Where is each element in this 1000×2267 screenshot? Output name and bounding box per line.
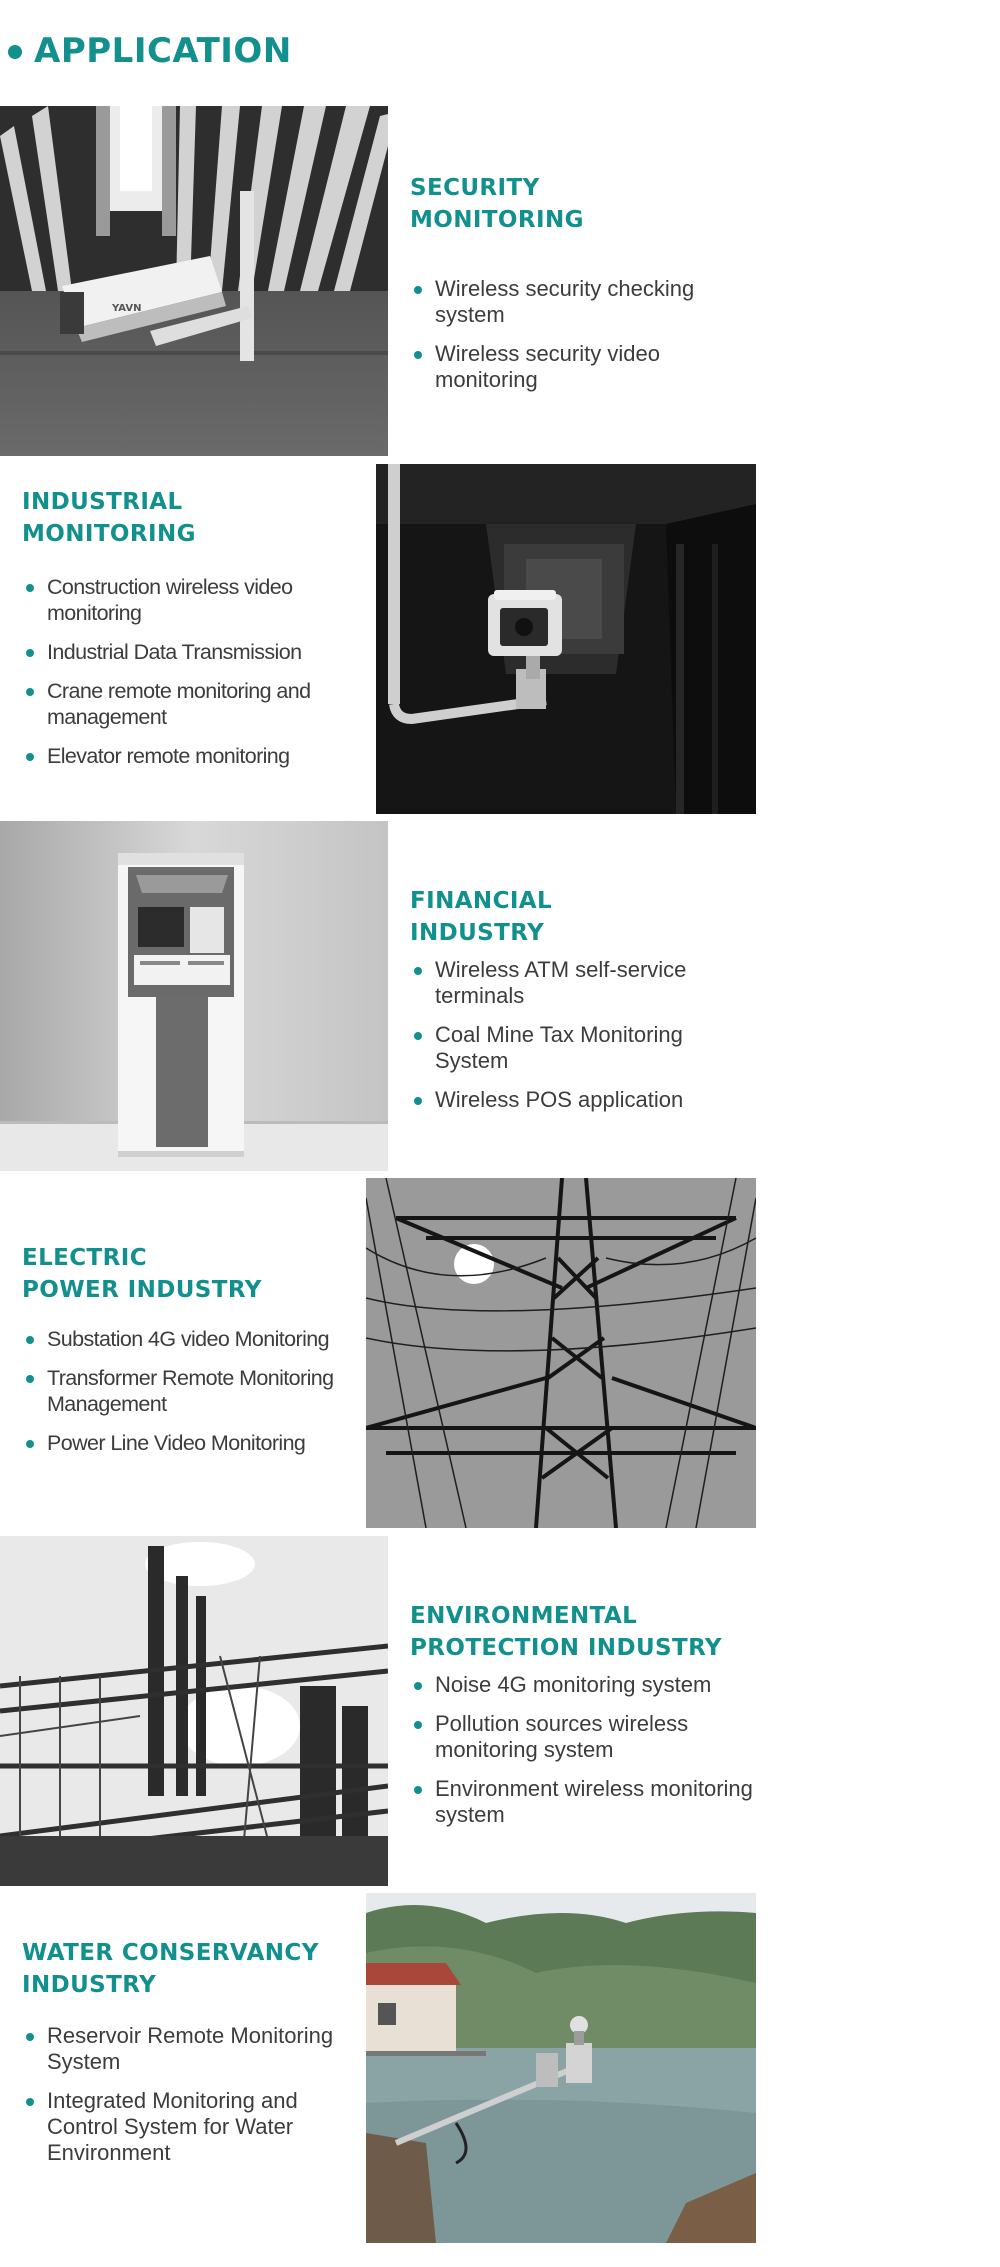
bullet-list xyxy=(410,957,750,1113)
section-title: WATER CONSERVANCY INDUSTRY xyxy=(22,1940,319,1998)
steel-plant-photo xyxy=(0,1536,388,1886)
heading-bullet-icon xyxy=(8,45,22,59)
section-industrial-monitoring xyxy=(0,464,1000,814)
list-item: Crane remote monitoring and management xyxy=(22,678,352,730)
page-heading xyxy=(8,26,292,76)
list-item: Elevator remote monitoring xyxy=(22,743,352,769)
bullet-list xyxy=(410,276,750,393)
bullet-list xyxy=(410,1672,760,1828)
section-financial-industry xyxy=(0,821,1000,1171)
bullet-list xyxy=(22,574,352,769)
power-tower-photo xyxy=(366,1178,756,1528)
list-item: Wireless security video monitoring xyxy=(410,341,750,393)
list-item: Noise 4G monitoring system xyxy=(410,1672,760,1698)
section-water-conservancy xyxy=(0,1893,1000,2243)
security-camera-photo xyxy=(0,106,388,456)
financial-content xyxy=(410,885,750,1126)
bullet-list xyxy=(22,1326,362,1456)
environmental-content xyxy=(410,1600,760,1841)
industrial-content xyxy=(22,486,352,782)
list-item: Wireless POS application xyxy=(410,1087,750,1113)
section-title: INDUSTRIAL MONITORING xyxy=(22,489,196,547)
list-item: Substation 4G video Monitoring xyxy=(22,1326,362,1352)
section-environmental-protection xyxy=(0,1536,1000,1886)
svg-text:YAVN: YAVN xyxy=(112,303,142,314)
list-item: Wireless ATM self-service terminals xyxy=(410,957,750,1009)
list-item: Wireless security checking system xyxy=(410,276,750,328)
list-item: Transformer Remote Monitoring Management xyxy=(22,1365,362,1417)
atm-kiosk-photo xyxy=(0,821,388,1171)
list-item: Power Line Video Monitoring xyxy=(22,1430,362,1456)
section-title: ENVIRONMENTAL PROTECTION INDUSTRY xyxy=(410,1603,722,1661)
section-title: FINANCIAL INDUSTRY xyxy=(410,888,553,946)
bullet-list xyxy=(22,2023,362,2166)
list-item: Environment wireless monitoring system xyxy=(410,1776,760,1828)
list-item: Construction wireless video monitoring xyxy=(22,574,352,626)
electric-content xyxy=(22,1242,362,1469)
section-security-monitoring xyxy=(0,106,1000,456)
list-item: Reservoir Remote Monitoring System xyxy=(22,2023,362,2075)
page-title: APPLICATION xyxy=(34,31,292,71)
list-item: Coal Mine Tax Monitoring System xyxy=(410,1022,750,1074)
security-content xyxy=(410,172,750,406)
list-item: Pollution sources wireless monitoring system xyxy=(410,1711,760,1763)
industrial-camera-photo xyxy=(376,464,756,814)
water-content xyxy=(22,1937,362,2179)
list-item: Industrial Data Transmission xyxy=(22,639,352,665)
list-item: Integrated Monitoring and Control System for Water Environment xyxy=(22,2088,362,2166)
section-title: SECURITY MONITORING xyxy=(410,175,584,233)
section-title: ELECTRIC POWER INDUSTRY xyxy=(22,1245,262,1303)
reservoir-photo xyxy=(366,1893,756,2243)
section-electric-power-industry xyxy=(0,1178,1000,1528)
